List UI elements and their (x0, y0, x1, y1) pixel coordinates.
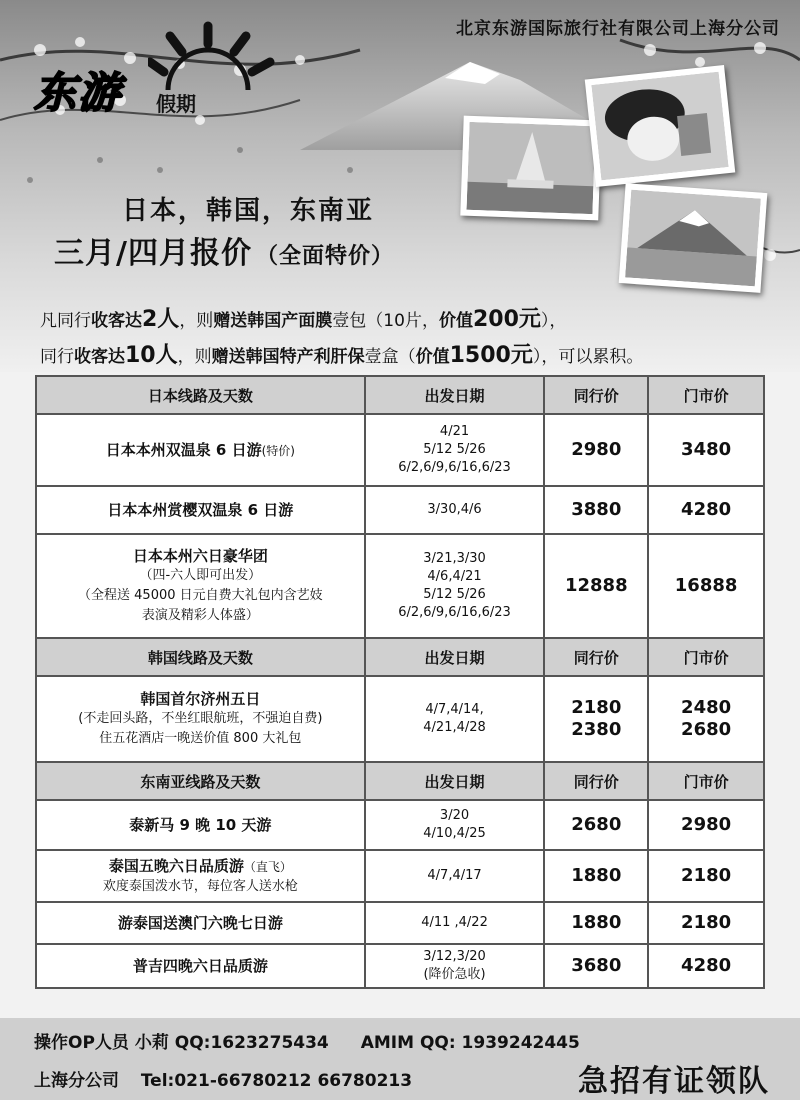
date-line: 3/12,3/20 (423, 949, 486, 964)
headline-pricing-sub: （全面特价） (255, 243, 394, 269)
logo-subtitle: 假期 (156, 92, 196, 116)
route-title: 日本本州双温泉 6 日游 (105, 440, 262, 459)
route-name (36, 534, 365, 638)
date-line: 5/12 5/26 (423, 442, 486, 457)
promo-line-2 (40, 338, 780, 369)
retail-price: 3480 (648, 414, 764, 486)
route-tag: （直飞） (243, 859, 292, 874)
retail-price: 4280 (648, 486, 764, 534)
departure-dates (365, 534, 545, 638)
trade-price: 1880 (544, 902, 648, 944)
trade-price: 12888 (544, 534, 648, 638)
contact-footer (0, 1018, 800, 1100)
departure-dates (365, 944, 545, 988)
photo-mount-fuji (619, 183, 768, 293)
retail-price (648, 676, 764, 762)
route-tag: (特价) (261, 443, 295, 458)
fuji-image (625, 190, 761, 287)
departure-dates (365, 902, 545, 944)
section-header-korea (36, 638, 764, 676)
price-line: 2680 (681, 719, 732, 740)
route-note: (不走回头路，不坐红眼航班，不强迫自费) (78, 711, 323, 726)
route-note: 欢度泰国泼水节，每位客人送水枪 (102, 878, 298, 894)
trade-price (544, 676, 648, 762)
date-line: 6/2,6/9,6/16,6/23 (398, 460, 511, 475)
pagoda-image (467, 122, 596, 214)
promo-text: 2人 (142, 307, 180, 332)
op-label: 操作OP人员 (34, 1033, 129, 1053)
header-route: 韩国线路及天数 (36, 638, 365, 676)
photo-geisha (585, 65, 736, 187)
table-row (36, 850, 764, 902)
date-line: 4/10,4/25 (423, 826, 486, 841)
route-name (36, 676, 365, 762)
departure-dates (365, 486, 545, 534)
photo-pagoda (460, 116, 601, 221)
branch-name: 上海分公司 (34, 1071, 119, 1091)
trade-price: 3880 (544, 486, 648, 534)
table-row (36, 944, 764, 988)
departure-dates (365, 800, 545, 850)
promo-line-1 (40, 302, 780, 333)
op-name: 小莉 (134, 1033, 169, 1053)
table-row (36, 676, 764, 762)
promo-text: ），可以累积。 (532, 347, 644, 367)
promo-text: 壹盒（ (364, 347, 416, 367)
retail-price: 4280 (648, 944, 764, 988)
company-name: 北京东游国际旅行社有限公司上海分公司 (456, 19, 780, 39)
header-retail-price: 门市价 (648, 762, 764, 800)
telephone-2: 66780213 (317, 1071, 413, 1091)
header-route: 日本线路及天数 (36, 376, 365, 414)
retail-price: 2180 (648, 850, 764, 902)
headline-pricing (54, 228, 394, 272)
route-note: （全程送 45000 日元自费大礼包内含艺妓 (78, 588, 323, 603)
promo-text: 收客达 (74, 347, 125, 367)
hero-banner (0, 0, 800, 372)
table-row (36, 902, 764, 944)
departure-dates (365, 676, 545, 762)
date-line: 4/21,4/28 (423, 720, 486, 735)
promo-text: 10人 (125, 343, 178, 368)
retail-price: 2980 (648, 800, 764, 850)
trade-price: 1880 (544, 850, 648, 902)
route-title: 韩国首尔济州五日 (140, 690, 261, 708)
headline-destinations: 日本，韩国，东南亚 (122, 196, 375, 226)
promo-text: 收客达 (91, 311, 142, 331)
table-row (36, 800, 764, 850)
logo (28, 26, 288, 126)
route-name: 泰新马 9 晚 10 天游 (36, 800, 365, 850)
date-line: 3/21,3/30 (423, 551, 486, 566)
header-dates: 出发日期 (365, 376, 545, 414)
promo-text: 200元 (472, 307, 541, 332)
route-name: 游泰国送澳门六晚七日游 (36, 902, 365, 944)
header-retail-price: 门市价 (648, 376, 764, 414)
retail-price: 2180 (648, 902, 764, 944)
price-line: 2380 (571, 719, 622, 740)
price-line: 2480 (681, 697, 732, 718)
route-title: 泰国五晚六日品质游 (108, 856, 244, 875)
table-row (36, 486, 764, 534)
amim-label: AMIM (360, 1033, 415, 1053)
headline-pricing-main: 三月/四月报价 (54, 236, 252, 271)
header-trade-price: 同行价 (544, 762, 648, 800)
date-line: (降价急收) (423, 967, 486, 982)
contact-line-op (34, 1028, 580, 1053)
promo-text: ）， (540, 311, 567, 331)
route-name: 普吉四晚六日品质游 (36, 944, 365, 988)
trade-price: 2980 (544, 414, 648, 486)
recruit-banner: 急招有证领队 (578, 1064, 770, 1099)
header-dates: 出发日期 (365, 638, 545, 676)
logo-text: 东游 (34, 68, 123, 117)
promo-text: 同行 (40, 347, 74, 367)
header-trade-price: 同行价 (544, 638, 648, 676)
promo-text: 凡同行 (40, 311, 91, 331)
table-row (36, 414, 764, 486)
route-name (36, 850, 365, 902)
promo-text: ，则 (177, 347, 212, 367)
promo-text: 赠送韩国产面膜 (213, 311, 333, 331)
route-title: 日本本州六日豪华团 (132, 547, 268, 565)
trade-price: 3680 (544, 944, 648, 988)
section-header-japan (36, 376, 764, 414)
route-note: （四-六人即可出发） (139, 568, 262, 583)
date-line: 5/12 5/26 (423, 587, 486, 602)
trade-price: 2680 (544, 800, 648, 850)
date-line: 4/11 ,4/22 (421, 915, 488, 930)
date-line: 3/30,4/6 (427, 502, 482, 517)
section-header-southeast-asia (36, 762, 764, 800)
price-line: 2180 (571, 697, 622, 718)
amim-qq: QQ: 1939242445 (419, 1033, 580, 1053)
date-line: 3/20 (439, 808, 470, 823)
promo-text: 赠送韩国特产利肝保 (211, 347, 365, 367)
departure-dates (365, 850, 545, 902)
promo-text: 壹包（10片， (332, 311, 439, 331)
route-note: 表演及精彩人体盛） (141, 608, 259, 623)
date-line: 4/7,4/17 (427, 868, 482, 883)
geisha-image (591, 72, 728, 181)
date-line: 6/2,6/9,6/16,6/23 (398, 605, 511, 620)
date-line: 4/6,4/21 (427, 569, 482, 584)
header-trade-price: 同行价 (544, 376, 648, 414)
promo-text: ，则 (179, 311, 214, 331)
promo-text: 价值 (438, 311, 473, 331)
promo-text: 价值 (415, 347, 450, 367)
header-retail-price: 门市价 (648, 638, 764, 676)
promo-text: 1500元 (449, 343, 533, 368)
route-note: 住五花酒店一晚送价值 800 大礼包 (99, 731, 302, 746)
op-qq: QQ:1623275434 (174, 1033, 329, 1053)
departure-dates (365, 414, 545, 486)
date-line: 4/7,4/14, (425, 702, 484, 717)
header-route: 东南亚线路及天数 (36, 762, 365, 800)
header-dates: 出发日期 (365, 762, 545, 800)
route-name (36, 414, 365, 486)
contact-line-branch (34, 1066, 412, 1091)
date-line: 4/21 (439, 424, 470, 439)
price-table (35, 375, 765, 989)
route-name: 日本本州赏樱双温泉 6 日游 (36, 486, 365, 534)
table-row (36, 534, 764, 638)
telephone: Tel:021-66780212 (140, 1071, 312, 1091)
retail-price: 16888 (648, 534, 764, 638)
